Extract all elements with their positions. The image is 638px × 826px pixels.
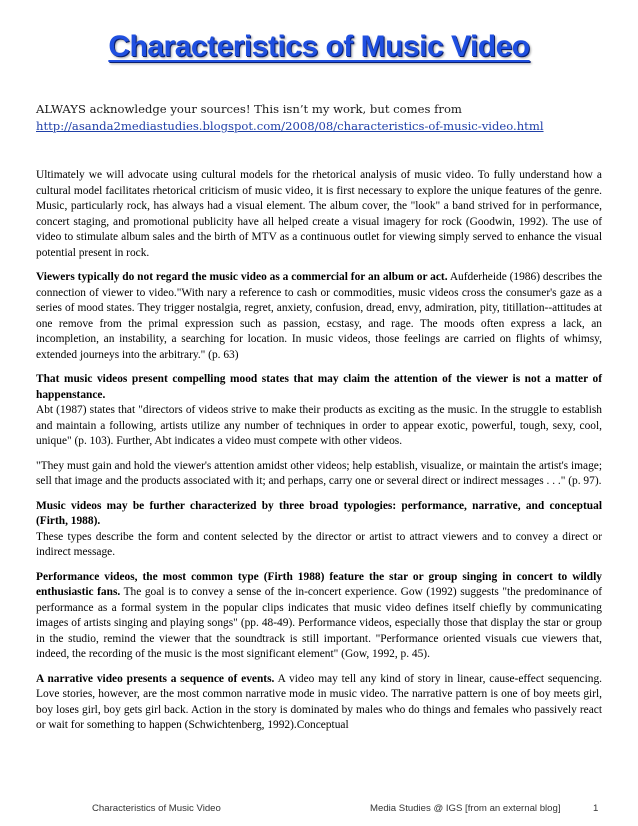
article-body [36,168,602,743]
paragraph-narrative-text: A video may tell any kind of story in linear, cause-effect sequencing. Love stories, however, are the most common narrative mode in music video. The narrative pattern is one of boy meets girl, boy loses girl, boy gets girl back. Action in the story is dominated by males who do things and females who passively react or wait for something to happen (Schwichtenberg, 1992).Conceptual [36,672,603,731]
paragraph-performance-text: The goal is to convey a sense of the in-concert experience. Gow (1992) suggests "the predominance of performance as a formal system in the popular clips indicates that music video defines itself chiefly by communicating images of artists singing and playing songs" (pp. 48-49). Performance videos, especially those that display the star or group in the studio, remind the viewer that the soundtrack is still important. "Performance oriented visuals cue viewers that, indeed, the recording of the music is the most significant element" (Gow, 1992, p. 45). [36,586,602,660]
paragraph-narrative-heading: A narrative video presents a sequence of events. [36,672,275,685]
source-link[interactable]: http://asanda2mediastudies.blogspot.com/2008/08/characteristics-of-music-video.html [36,119,544,133]
paragraph-viewers [36,270,602,363]
paragraph-viewers-heading: Viewers typically do not regard the music video as a commercial for an album or act. [36,271,448,283]
page-title: Characteristics of Music Video [108,30,530,63]
paragraph-typologies [36,499,602,561]
paragraph-mood-states [36,372,602,450]
paragraph-typologies-heading: Music videos may be further characterized by three broad typologies: performance, narrative, and conceptual (Firth, 1988). [36,499,602,527]
source-note: ALWAYS acknowledge your sources! This isn’t my work, but comes from [36,102,462,116]
paragraph-intro: Ultimately we will advocate using cultural models for the rhetorical analysis of music video. To fully understand how a cultural model facilitates rhetorical criticism of music video, it is first necessary to explore the unique features of the genre. Music, particularly rock, has always had a visual element. The album cover, the "look" a band strived for in performance, concert staging, and promotional publicity have all helped create a visual imagery for rock (Goodwin, 1992). The use of video to stimulate album sales and the birth of MTV as a continuous outlet for viewing simply served to enhance the visual potential present in rock. [36,169,602,259]
paragraph-mood-states-text: Abt (1987) states that "directors of videos strive to make their products as exciting as the music. In the struggle to establish and maintain a following, artists utilize any number of techniques in order to appear exotic, powerful, tough, sexy, cool, unique" (p. 103). Further, Abt indicates a video must compete with other videos. [36,404,602,447]
page-number: 1 [593,803,599,814]
paragraph-quote: "They must gain and hold the viewer's attention amidst other videos; help establish, visualize, or maintain the artist's image; sell that image and the products associated with it; and perhaps, carry one or several direct or indirect messages . . ." (p. 97). [36,459,602,487]
page-footer [0,803,638,819]
paragraph-mood-states-heading: That music videos present compelling mood states that may claim the attention of the viewer is not a matter of happenstance. [36,373,602,401]
paragraph-typologies-text: These types describe the form and content selected by the director or artist to attract viewers and to convey a direct or indirect message. [36,530,602,558]
source-acknowledgement [36,101,606,135]
footer-title: Characteristics of Music Video [92,803,221,814]
paragraph-narrative [36,672,602,734]
paragraph-performance-heading: Performance videos, the most common type (Firth 1988) feature the star or group singing in concert to wildly enthusiastic fans. [36,570,602,598]
footer-source: Media Studies @ IGS [from an external blog] [370,803,561,814]
paragraph-viewers-text: Aufderheide (1986) describes the connection of viewer to video."With nary a reference to cash or commodities, music videos cross the consumer's gaze as a series of mood states. They trigger nostalgia, regret, anxiety, confusion, dread, envy, admiration, pity, titillation--attitudes at one remove from the primal expression such as passion, ecstasy, and rage. The moods often express a lack, an incompletion, an instability, a searching for location. In music videos, those feelings are carried on flights of whimsy, extended journeys into the arbitrary." (p. 63) [36,271,603,361]
paragraph-performance [36,570,602,663]
